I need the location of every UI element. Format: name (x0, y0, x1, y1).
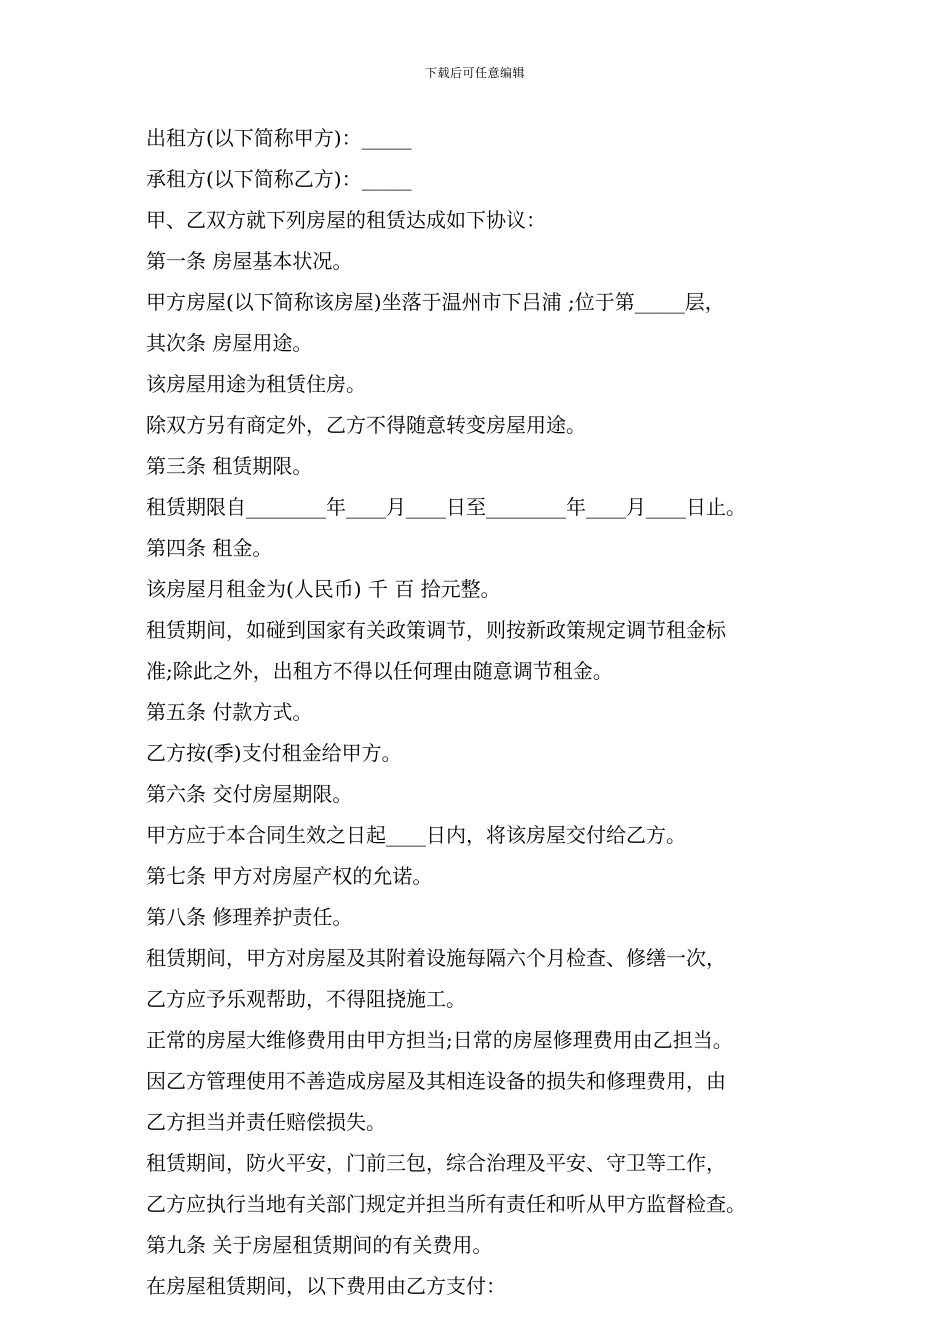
text-line: 承租方(以下简称乙方)：_____ (146, 167, 412, 191)
section-heading: 第七条 甲方对房屋产权的允诺。 (146, 864, 433, 888)
section-heading: 其次条 房屋用途。 (146, 331, 313, 355)
text-line: 正常的房屋大维修费用由甲方担当;日常的房屋修理费用由乙担当。 (146, 1028, 733, 1052)
text-line: 租赁期间，防火平安，门前三包，综合治理及平安、守卫等工作， (146, 1151, 726, 1175)
text-line: 租赁期限自________年____月____日至________年____月____日止。 (146, 495, 746, 519)
text-line: 该房屋用途为租赁住房。 (146, 372, 366, 396)
page-header: 下载后可任意编辑 (424, 66, 525, 80)
document-body (146, 118, 826, 1307)
text-line: 租赁期间，如碰到国家有关政策调节，则按新政策规定调节租金标 (146, 618, 726, 642)
text-line: 乙方按(季)支付租金给甲方。 (146, 741, 402, 765)
text-line: 出租方(以下简称甲方)：_____ (146, 126, 412, 150)
text-line: 甲方应于本合同生效之日起____日内，将该房屋交付给乙方。 (146, 823, 686, 847)
section-heading: 第三条 租赁期限。 (146, 454, 313, 478)
section-heading: 第五条 付款方式。 (146, 700, 313, 724)
text-line: 甲、乙双方就下列房屋的租赁达成如下协议： (146, 208, 546, 232)
text-line: 准;除此之外，出租方不得以任何理由随意调节租金。 (146, 659, 613, 683)
section-heading: 第四条 租金。 (146, 536, 273, 560)
text-line: 乙方担当并责任赔偿损失。 (146, 1110, 386, 1134)
section-heading: 第九条 关于房屋租赁期间的有关费用。 (146, 1233, 493, 1257)
text-line: 乙方应执行当地有关部门规定并担当所有责任和听从甲方监督检查。 (146, 1192, 746, 1216)
text-line: 在房屋租赁期间，以下费用由乙方支付： (146, 1274, 506, 1298)
text-line: 除双方另有商定外，乙方不得随意转变房屋用途。 (146, 413, 586, 437)
section-heading: 第六条 交付房屋期限。 (146, 782, 353, 806)
section-heading: 第八条 修理养护责任。 (146, 905, 353, 929)
text-line: 乙方应予乐观帮助，不得阻挠施工。 (146, 987, 466, 1011)
text-line: 租赁期间，甲方对房屋及其附着设施每隔六个月检查、修缮一次， (146, 946, 726, 970)
text-line: 因乙方管理使用不善造成房屋及其相连设备的损失和修理费用，由 (146, 1069, 726, 1093)
text-line: 甲方房屋(以下简称该房屋)坐落于温州市下吕浦 ;位于第_____层， (146, 290, 725, 314)
section-heading: 第一条 房屋基本状况。 (146, 249, 353, 273)
text-line: 该房屋月租金为(人民币) 千 百 拾元整。 (146, 577, 501, 601)
